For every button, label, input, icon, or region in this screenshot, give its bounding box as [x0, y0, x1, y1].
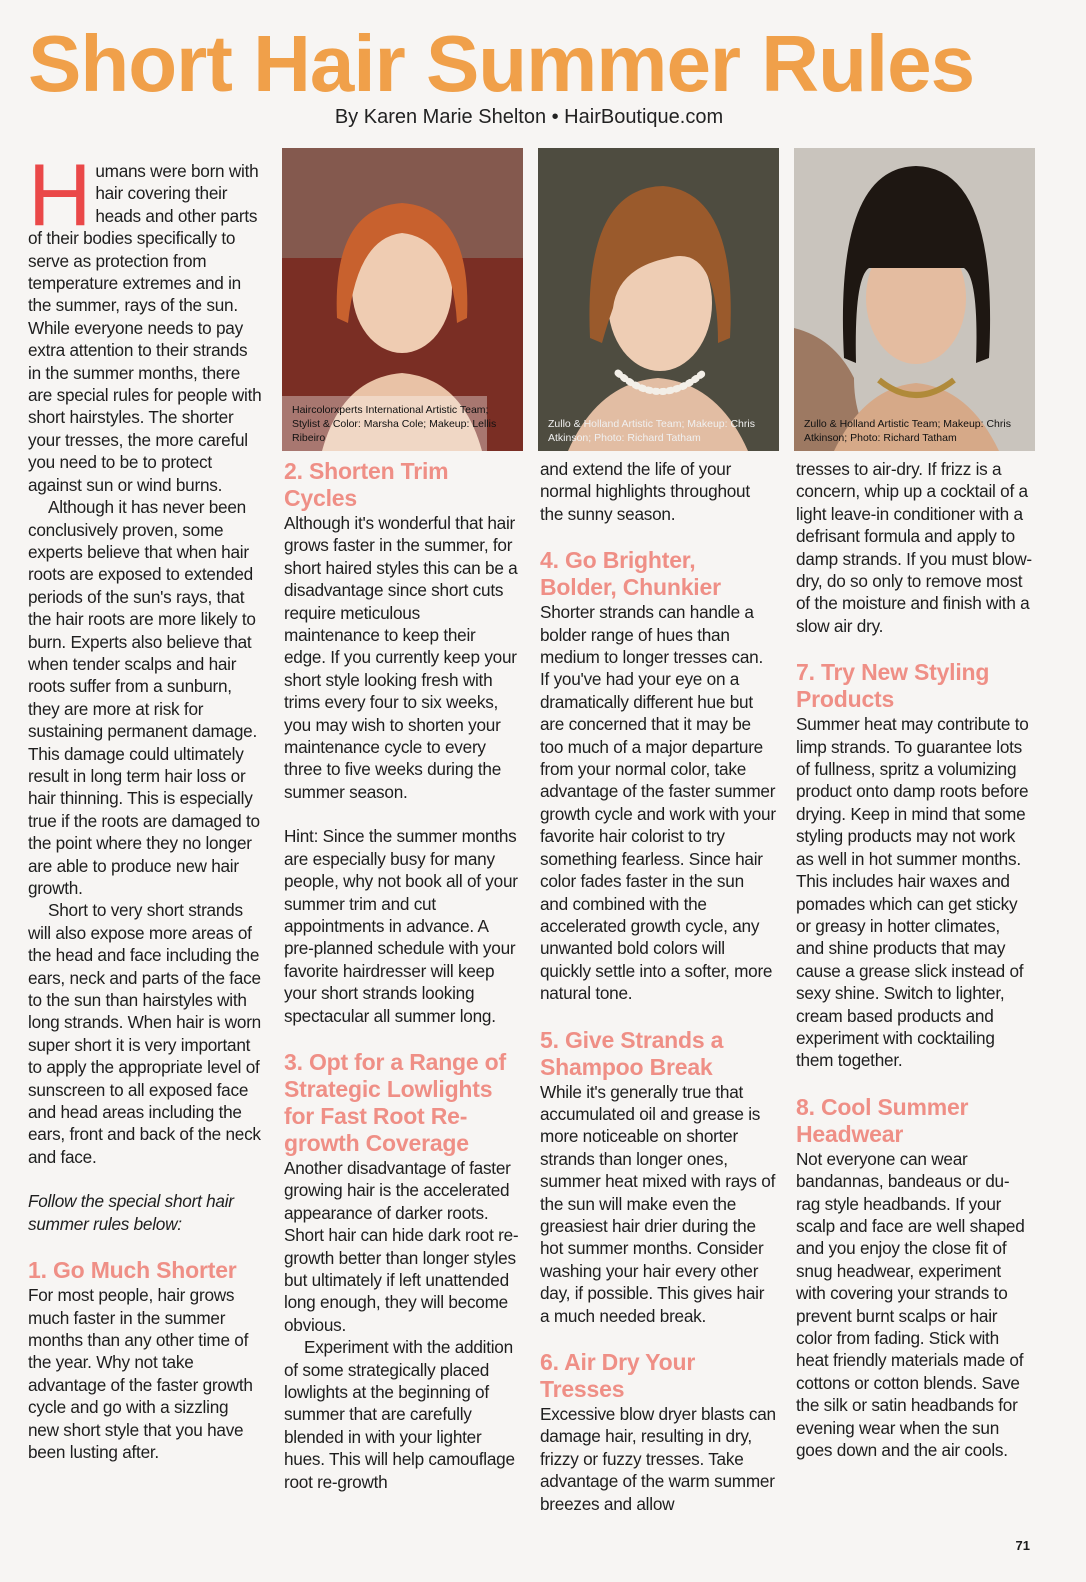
intro-paragraph-1: Humans were born with hair covering their heads and other parts of their bodies specifically to serve as protection from temperature extremes and in the summer, rays of the sun. While everyone needs to pay extra attention to their strands in the summer months, there are special rules for people with short hairstyles. The shorter your tresses, the more careful you need to be to protect against sun or wind burns.	[28, 145, 262, 495]
rule-4-heading: 4. Go Brighter, Bolder, Chunkier	[540, 547, 721, 601]
photo-2-image	[538, 148, 779, 451]
photo-3-image	[794, 148, 1035, 451]
photo-3	[794, 148, 1035, 451]
rule-7-heading: 7. Try New Styling Products	[796, 659, 990, 713]
rule-5-paragraph: While it's generally true that accumulated oil and grease is more noticeable on shorter strands than longer ones, summer heat mixed with rays of the sun will make even the greasiest hair drier during the hot summer months. Consider washing your hair every other day, if possible. This gives hair a much needed break.	[540, 1081, 776, 1326]
rule-5-heading: 5. Give Strands a Shampoo Break	[540, 1026, 724, 1080]
photo-1	[282, 148, 523, 451]
article-title: Short Hair Summer Rules	[28, 19, 975, 108]
rule-6-heading: 6. Air Dry Your Tresses	[540, 1349, 696, 1402]
rule-1-heading: 1. Go Much Shorter	[28, 1257, 237, 1284]
column-1	[28, 145, 262, 1463]
drop-cap: H	[28, 145, 92, 244]
rule-4-paragraph: Shorter strands can handle a bolder range of hues than medium to longer tresses can. If you've had your eye on a dramatically different hue but are concerned that it may be too much of a major departure from your normal color, take advantage of the faster summer growth cycle and work with your favorite hair colorist to try something fearless. Since hair color fades faster in the sun and combined with the accelerated growth cycle, any unwanted bold colors will quickly settle into a softer, more natural tone.	[540, 602, 776, 1004]
rule-2-paragraph-2: Hint: Since the summer months are especially busy for many people, why not book all of your summer trim and cut appointments in advance. A pre-planned schedule with your favorite hairdresser will keep your short strands looking spectacular all summer long.	[284, 826, 518, 1026]
column-3	[540, 458, 776, 1515]
photo-2-caption: Zullo & Holland Artistic Team; Makeup: Chris Atkinson; Photo: Richard Tatham	[548, 418, 755, 444]
photo-3-caption: Zullo & Holland Artistic Team; Makeup: Chris Atkinson; Photo: Richard Tatham	[804, 418, 1011, 444]
rule-3-paragraph-2: Experiment with the addition of some strategically placed lowlights at the beginning of summer that are carefully blended in with your lighter hues. This will help camouflage root re-growth	[284, 1337, 515, 1492]
photo-2	[538, 148, 779, 451]
rule-2-heading: 2. Shorten Trim Cycles	[284, 458, 449, 511]
rule-6-paragraph-2: tresses to air-dry. If frizz is a concern, whip up a cocktail of a light leave-in conditioner with a defrisant formula and apply to damp strands. If you must blow-dry, do so only to remove most of the moisture and finish with a slow air dry.	[796, 459, 1032, 636]
rule-6-paragraph-1: Excessive blow dryer blasts can damage hair, resulting in dry, frizzy or fuzzy tresses. Take advantage of the warm summer breezes and allow	[540, 1404, 776, 1514]
intro-paragraph-3: Short to very short strands will also expose more areas of the head and face including the ears, neck and parts of the face to the sun than hairstyles with long strands. When hair is worn super short it is very important to apply the appropriate level of sunscreen to all exposed face and head areas including the ears, front and back of the neck and face.	[28, 900, 261, 1167]
rule-8-heading: 8. Cool Summer Headwear	[796, 1093, 969, 1147]
rule-2-paragraph-1: Although it's wonderful that hair grows faster in the summer, for short haired styles this can be a disadvantage since short cuts require meticulous maintenance to keep their edge. If you currently keep your short style looking fresh with trims every four to six weeks, you may wish to shorten your maintenance cycle to every three to five weeks during the summer season.	[284, 513, 518, 802]
page-number: 71	[1015, 1538, 1030, 1553]
photo-1-caption: Haircolorxperts International Artistic Team; Stylist & Color: Marsha Cole; Makeup: Lellis Ribeiro	[292, 404, 497, 444]
rule-7-paragraph: Summer heat may contribute to limp strands. To guarantee lots of fullness, spritz a volumizing product onto damp roots before drying. Keep in mind that some styling products may not work as well in hot summer months. This includes hair waxes and pomades which can get sticky or greasy in hotter climates, and shine products that may cause a grease slick instead of sexy shine. Switch to lighter, cream based products and experiment with cocktailing them together.	[796, 714, 1029, 1071]
intro-paragraph-2: Although it has never been conclusively proven, some experts believe that when hair roots are exposed to extended periods of the sun's rays, that the hair roots are more likely to burn. Experts also believe that when tender scalps and hair roots suffer from a sunburn, they are more at risk for sustaining permanent damage. This damage could ultimately result in long term hair loss or hair thinning. This is especially true if the roots are damaged to the point where they no longer are able to produce new hair growth.	[28, 497, 260, 898]
rule-3-heading: 3. Opt for a Range of Strategic Lowlights for Fast Root Re-growth Coverage	[284, 1048, 506, 1156]
intro-follow: Follow the special short hair summer rules below:	[28, 1191, 234, 1234]
byline: By Karen Marie Shelton • HairBoutique.com	[334, 106, 724, 128]
rule-3-paragraph-1: Another disadvantage of faster growing hair is the accelerated appearance of darker roots. Short hair can hide dark root re-growth better than longer styles but ultimately if left unattended long enough, they will become obvious.	[284, 1157, 519, 1335]
column-4	[796, 458, 1032, 1461]
rule-3-paragraph-3: and extend the life of your normal highlights throughout the sunny season.	[540, 459, 750, 524]
column-2	[284, 458, 520, 1493]
rule-8-paragraph: Not everyone can wear bandannas, bandeaus or du-rag style headbands. If your scalp and face are well shaped and you enjoy the close fit of snug headwear, experiment with covering your strands to prevent burnt scalps or hair color from fading. Stick with heat friendly materials made of cottons or cotton blends. Save the silk or satin headbands for evening wear when the sun goes down and the air cools.	[796, 1148, 1025, 1461]
rule-1-paragraph: For most people, hair grows much faster in the summer months than any other time of the year. Why not take advantage of the faster growth cycle and go with a sizzling new short style that you have been lusting after.	[28, 1285, 253, 1462]
